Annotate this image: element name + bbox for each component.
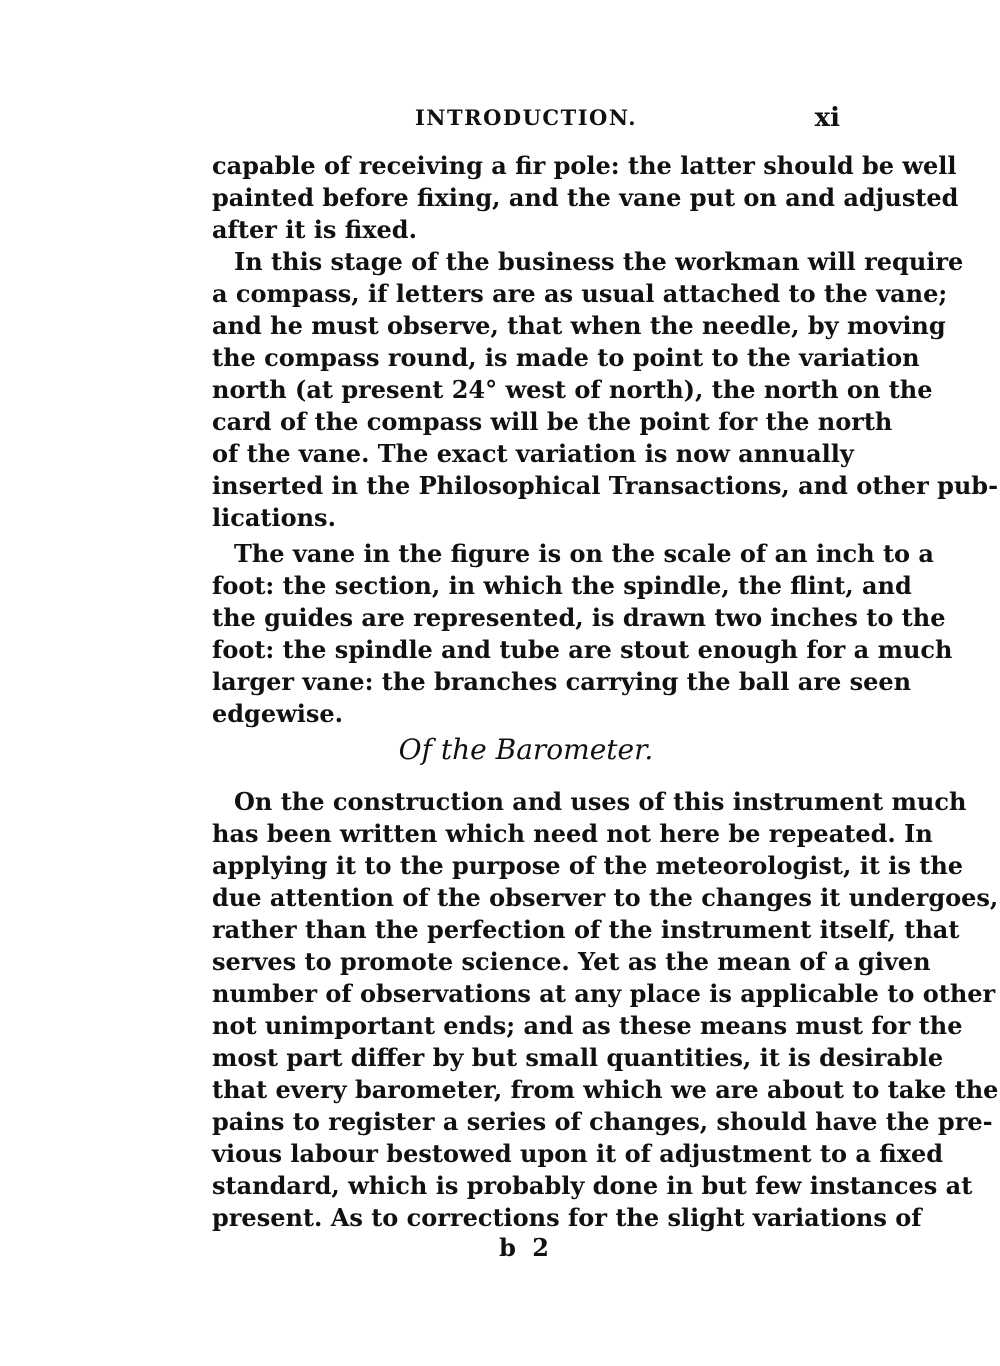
text-line: most part differ by but small quantities, it is desirable	[212, 1043, 944, 1072]
text-line: In this stage of the business the workman will require	[234, 247, 964, 276]
text-line: inserted in the Philosophical Transactions, and other pub-	[212, 471, 999, 500]
paragraph-vane-figure	[212, 538, 953, 730]
text-line: has been written which need not here be repeated. In	[212, 819, 933, 848]
text-line: north (at present 24° west of north), the north on the	[212, 375, 933, 404]
text-line: that every barometer, from which we are about to take the	[212, 1075, 999, 1104]
text-line: of the vane. The exact variation is now annually	[212, 439, 854, 468]
text-line: rather than the perfection of the instrument itself, that	[212, 915, 960, 944]
running-head: INTRODUCTION.	[414, 105, 638, 130]
text-line: and he must observe, that when the needle, by moving	[212, 311, 946, 340]
text-line: edgewise.	[212, 699, 344, 728]
text-line: pains to register a series of changes, should have the pre-	[212, 1107, 993, 1136]
text-line: present. As to corrections for the slight variations of	[212, 1203, 922, 1232]
text-line: vious labour bestowed upon it of adjustment to a fixed	[212, 1139, 944, 1168]
text-line: foot: the spindle and tube are stout enough for a much	[212, 635, 953, 664]
text-line: the guides are represented, is drawn two inches to the	[212, 603, 946, 632]
text-line: due attention of the observer to the changes it undergoes,	[212, 883, 999, 912]
text-line: larger vane: the branches carrying the ball are seen	[212, 667, 912, 696]
page-header	[212, 98, 840, 138]
text-line: the compass round, is made to point to the variation	[212, 343, 920, 372]
paragraph-barometer	[212, 786, 999, 1234]
paragraph-vane-fixing	[212, 150, 999, 534]
text-line: serves to promote science. Yet as the mean of a given	[212, 947, 931, 976]
text-line: after it is fixed.	[212, 215, 417, 244]
text-line: painted before fixing, and the vane put on and adjusted	[212, 183, 959, 212]
text-line: not unimportant ends; and as these means must for the	[212, 1011, 963, 1040]
text-line: applying it to the purpose of the meteorologist, it is the	[212, 851, 964, 880]
text-line: foot: the section, in which the spindle, the flint, and	[212, 571, 912, 600]
text-line: number of observations at any place is applicable to other	[212, 979, 996, 1008]
text-line: capable of receiving a fir pole: the latter should be well	[212, 151, 957, 180]
text-line: lications.	[212, 503, 336, 532]
section-heading: Of the Barometer.	[398, 733, 654, 766]
text-line: a compass, if letters are as usual attached to the vane;	[212, 279, 948, 308]
text-line: The vane in the figure is on the scale of an inch to a	[234, 539, 934, 568]
text-line: card of the compass will be the point for the north	[212, 407, 893, 436]
text-line: standard, which is probably done in but few instances at	[212, 1171, 973, 1200]
signature-mark: b 2	[499, 1233, 553, 1262]
text-line: On the construction and uses of this instrument much	[234, 787, 967, 816]
page-number: xi	[814, 103, 840, 133]
